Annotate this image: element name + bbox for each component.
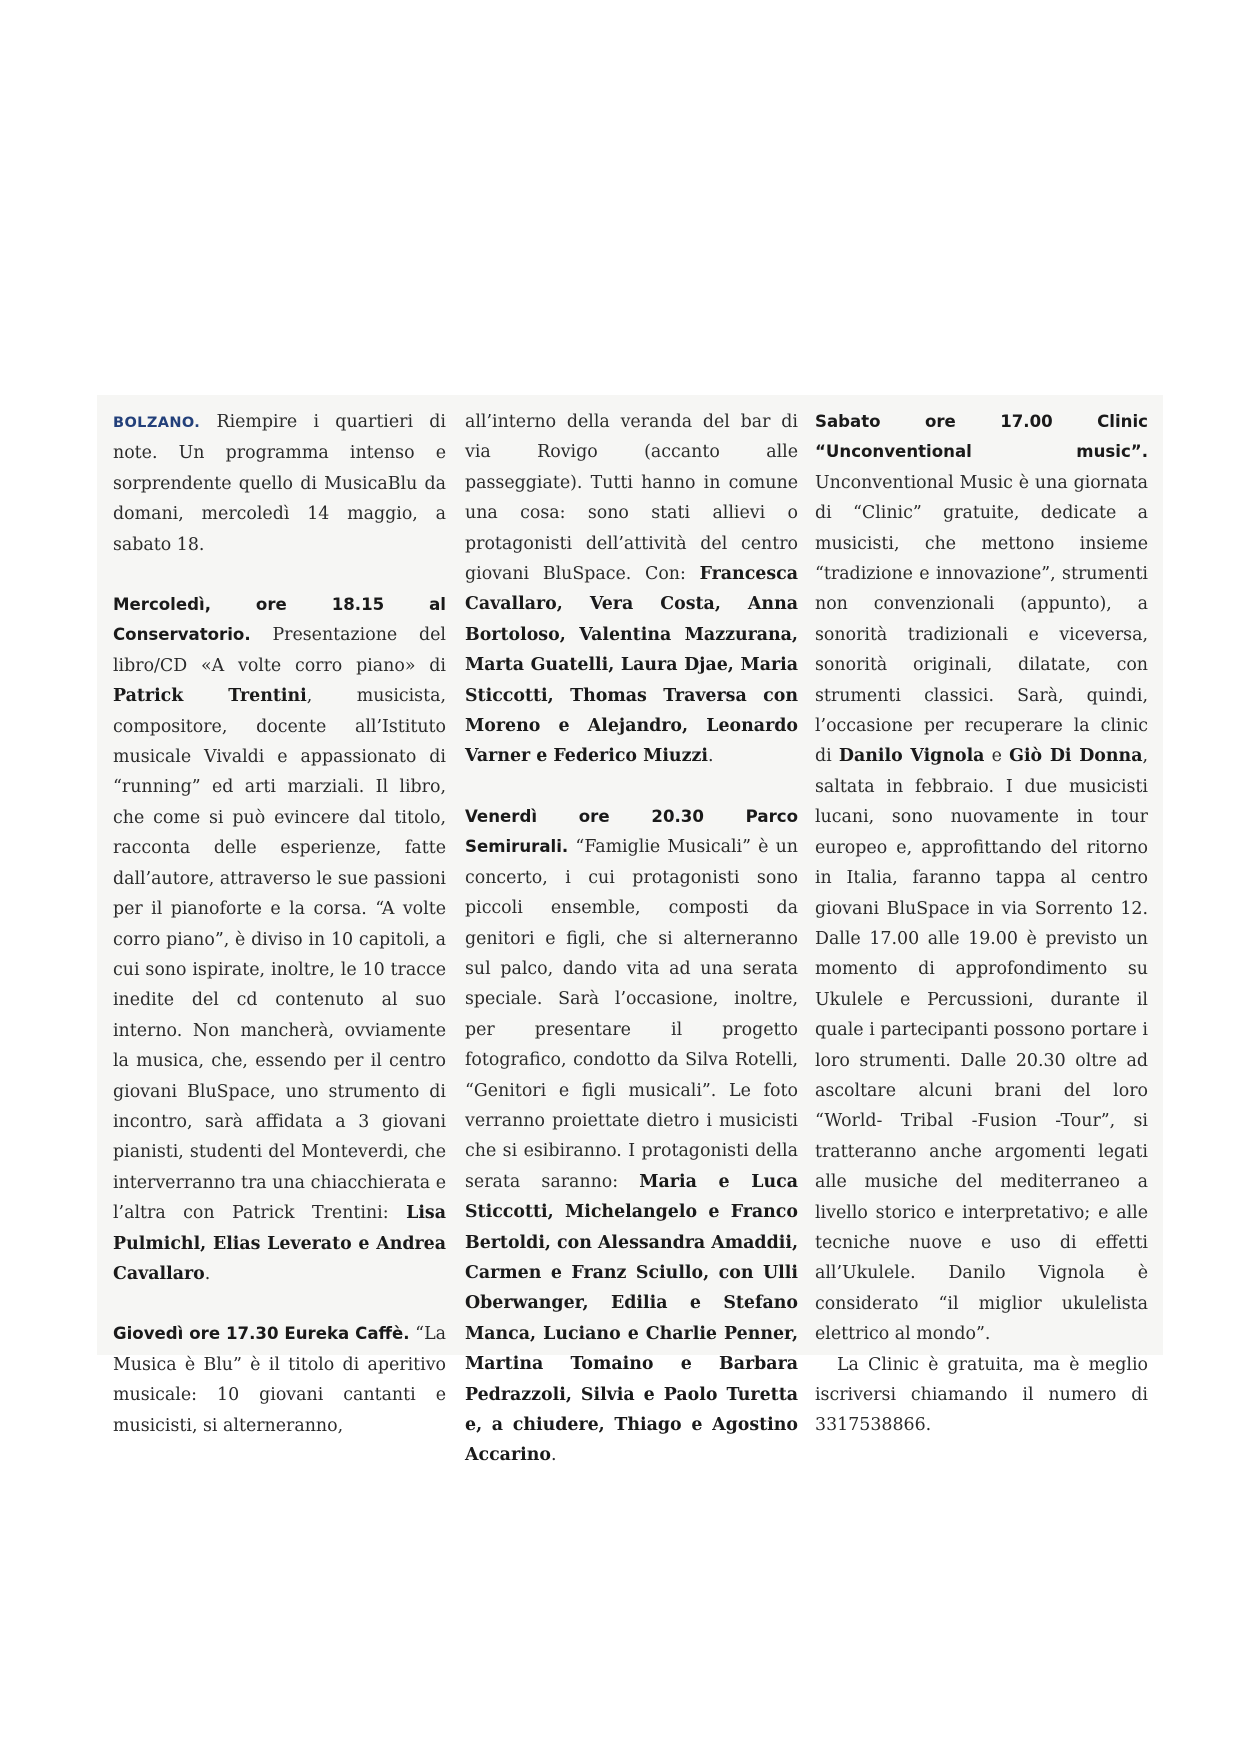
saturday-musician-2-name: Giò Di Donna — [1009, 746, 1143, 767]
friday-text-1: “Famiglie Musicali” è un concerto, i cui protagonisti sono piccoli ensemble, composti da genitori e figli, che si alterneranno sul palco, dando vita ad una serata speciale. Sarà l’occasione, inoltre, per presentare il progetto fotografico, condotto da Silva Rotelli, “Genitori e figli musicali”. Le foto verranno proiettate dietro i musicisti che si esibiranno. I protagonisti della serata saranno: — [465, 837, 798, 1192]
thursday-paragraph — [113, 1319, 446, 1441]
saturday-paragraph — [815, 407, 1148, 1350]
wednesday-author-name: Patrick Trentini — [113, 686, 307, 707]
wednesday-text-2: , musicista, compositore, docente all’Istituto musicale Vivaldi e appassionato di “running” ed arti marziali. Il libro, che come si può evincere dal titolo, racconta delle esperienze, fatte dall’autore, attraverso le sue passioni per il pianoforte e la corsa. “A volte corro piano”, è diviso in 10 capitoli, a cui sono ispirate, inoltre, le 10 tracce inedite del cd contenuto al suo interno. Non mancherà, ovviamente la musica, che, essendo per il centro giovani BluSpace, uno strumento di incontro, sarà affidata a 3 giovani pianisti, studenti del Monteverdi, che interverranno tra una chiacchierata e l’altra con Patrick Trentini: — [113, 686, 446, 1224]
article-column-2 — [465, 407, 798, 1471]
wednesday-text-1: Presentazione del libro/CD «A volte corro piano» di — [113, 625, 446, 676]
wednesday-pianists-names: Lisa Pulmichl, Elias Leverato e Andrea Cavallaro — [113, 1203, 446, 1284]
wednesday-paragraph — [113, 590, 446, 1289]
saturday-text-2: e — [984, 746, 1010, 767]
saturday-musician-1-name: Danilo Vignola — [838, 746, 985, 767]
intro-text: Riempire i quartieri di note. Un programma intenso e sorprendente quello di MusicaBlu da domani, mercoledì 14 maggio, a sabato 18. — [113, 412, 446, 555]
thursday-text: “La Musica è Blu” è il titolo di aperitivo musicale: 10 giovani cantanti e musicisti, si alterneranno, — [113, 1324, 446, 1436]
intro-paragraph — [113, 407, 446, 560]
thursday-continued-paragraph — [465, 407, 798, 772]
friday-performers-names: Maria e Luca Sticcotti, Michelangelo e Franco Bertoldi, con Alessandra Amaddii, Carmen e Franz Sciullo, con Ulli Oberwanger, Edilia e Stefano Manca, Luciano e Charlie Penner, Martina Tomaino e Barbara Pedrazzoli, Silvia e Paolo Turetta e, a chiudere, Thiago e Agostino Accarino — [465, 1171, 798, 1466]
closing-text: La Clinic è gratuita, ma è meglio iscriversi chiamando il numero di 3317538866. — [815, 1354, 1148, 1436]
saturday-text-3: , saltata in febbraio. I due musicisti lucani, sono nuovamente in tour europeo e, approfittando del ritorno in Italia, faranno tappa al centro giovani BluSpace in via Sorrento 12. Dalle 17.00 alle 19.00 è previsto un momento di approfondimento su Ukulele e Percussioni, durante il quale i partecipanti possono portare i loro strumenti. Dalle 20.30 oltre ad ascoltare alcuni brani del loro “World- Tribal -Fusion -Tour”, si tratteranno anche argomenti legati alle musiche del mediterraneo a livello storico e interpretativo; e alle tecniche nuove e uso di effetti all’Ukulele. Danilo Vignola è considerato “il miglior ukulelista elettrico al mondo”. — [815, 746, 1148, 1345]
friday-heading: Venerdì ore 20.30 Parco Semirurali. — [465, 806, 798, 857]
closing-paragraph — [815, 1350, 1148, 1441]
article-column-3 — [815, 407, 1148, 1441]
saturday-heading: Sabato ore 17.00 Clinic “Unconventional music”. — [815, 412, 1148, 462]
wednesday-heading: Mercoledì, ore 18.15 al Conservatorio. — [113, 595, 446, 645]
thursday-performers-names: Francesca Cavallaro, Vera Costa, Anna Bortoloso, Valentina Mazzurana, Marta Guatelli, Laura Djae, Maria Sticcotti, Thomas Traversa con Moreno e Alejandro, Leonardo Varner e Federico Miuzzi — [465, 564, 798, 767]
thursday-heading: Giovedì ore 17.30 Eureka Caffè. — [113, 1324, 410, 1344]
thursday-continued-text-1: all’interno della veranda del bar di via Rovigo (accanto alle passeggiate). Tutti hanno in comune una cosa: sono stati allievi o protagonisti dell’attività del centro giovani BluSpace. Con: — [465, 412, 798, 585]
newspaper-clipping — [97, 395, 1163, 1466]
article-column-1 — [113, 407, 446, 1441]
saturday-text-1: Unconventional Music è una giornata di “Clinic” gratuite, dedicate a musicisti, che mettono insieme “tradizione e innovazione”, strumenti non convenzionali (appunto), a sonorità tradizionali e viceversa, sonorità originali, dilatate, con strumenti classici. Sarà, quindi, l’occasione per recuperare la clinic di — [815, 472, 1148, 767]
wednesday-text-3: . — [204, 1263, 211, 1284]
friday-text-2: . — [550, 1445, 557, 1466]
friday-paragraph — [465, 802, 798, 1471]
thursday-continued-text-2: . — [707, 746, 714, 767]
dateline: BOLZANO. — [113, 415, 201, 431]
